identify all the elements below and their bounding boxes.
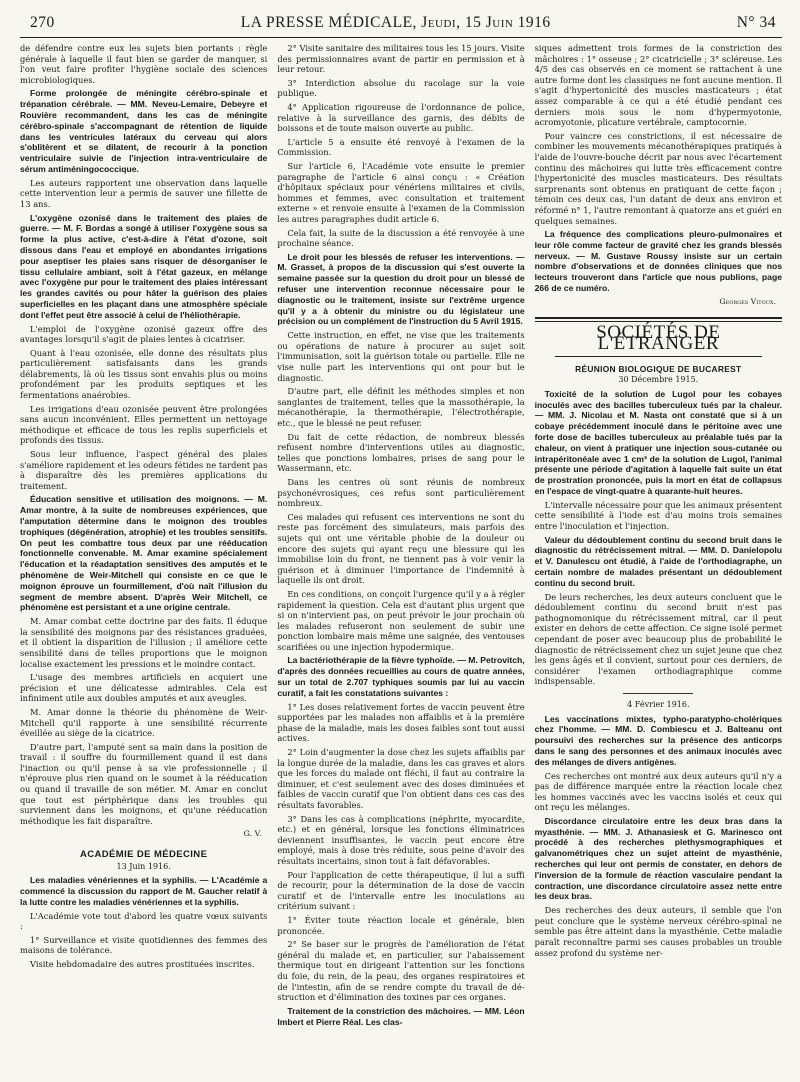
paragraph: Ces malades qui refusent ces interventions ne sont du reste pas forcément des simulateurs, mais parfois des sujets qui ont une véritable phobie de la douleur ou encore des sujets qui ayant reçu une blessure qui les immobilise loin du front, ne tiennent pas à voir venir la guérison et à diminuer l'importance de l'indemnité à laquelle ils ont droit. bbox=[277, 511, 525, 586]
paragraph: Les auteurs rapportent une observation dans laquelle cette intervention leur a permis de sauver une fillette de 13 ans. bbox=[20, 177, 268, 209]
reunion-bucarest-heading: RÉUNION BIOLOGIQUE DE BUCAREST bbox=[575, 363, 742, 374]
page-number: 270 bbox=[30, 14, 55, 31]
paragraph: de défendre contre eux les sujets bien portants : règle générale à laquelle il faut bien se garder de manquer, si l'on veut faire profiter l'hygiène sociale des sciences microbiologiques. bbox=[20, 43, 268, 85]
paragraph: L'usage des membres artificiels en acquiert une précision et une délicatesse admirables. Cela est infiniment utile aux doubles amputés et aux aveugles. bbox=[20, 672, 268, 704]
paragraph: 1° Les doses relativement fortes de vaccin peuvent être supportées par les malades non affaiblis et à la première phase de la maladie, mais les doses faibles sont tout aussi actives. bbox=[277, 701, 525, 744]
paragraph: Pour vaincre ces constrictions, il est nécessaire de combiner les mouvements mécanothérapiques pratiqués à l'aide de l'ouvre-bouche décrit par nous avec l'écartement continu des mâchoires qui lutte très efficacement contre l'hypertonicité des muscles masticateurs. Des résultats surprenants sont obtenus en pratiquant de cette façon ; témoin ces deux cas, l'un datant de deux ans environ et réformé n° 1, l'autre remontant à quatorze ans et guéri en quelques semaines. bbox=[534, 130, 782, 226]
academie-heading: ACADÉMIE DE MÉDECINE bbox=[80, 849, 208, 861]
paragraph: Quant à l'eau ozonisée, elle donne des résultats plus particulièrement satisfaisants dans les grands délabrements, là où les tissus sont envahis plus ou moins profondément par les produits septiques et les fermentations anaérobies. bbox=[20, 347, 268, 401]
section-vaccinations-mixtes: Les vaccinations mixtes, typho-paratypho-cholériques chez l'homme. — MM. D. Combiescu et J. Balteanu ont poursuivi des recherches sur la présence des anticorps dans le sang des personnes et des animaux inoculés avec des mélanges de divers antigènes. bbox=[534, 713, 782, 767]
paragraph: 2° Loin d'augmenter la dose chez les sujets affaiblis par la longue durée de la maladie, dans les cas graves et alors que les forces du malade ont fléchi, il faut au contraire la diminuer, et c'est seulement avec des doses diminuées et faibles de vaccin curatif que l'on obtient dans ces cas des résultats favorables. bbox=[277, 747, 525, 811]
paragraph: 3° Interdiction absolue du racolage sur la voie publique. bbox=[277, 77, 525, 99]
paragraph: Du fait de cette rédaction, de nombreux blessés refusent nombre d'interventions utiles au diagnostic, telles que ponctions lombaires, prises de sang pour le Wassermann, etc. bbox=[277, 431, 525, 474]
column-3 bbox=[535, 43, 782, 1073]
page-header bbox=[20, 14, 782, 32]
signature: Georges Vitoux. bbox=[719, 296, 776, 306]
paragraph: Les irrigations d'eau ozonisée peuvent être prolongées sans aucun inconvénient. Elles permettent un nettoyage méthodique et efficace de tous les replis superficiels et profonds des tissus. bbox=[20, 403, 268, 446]
section-droit-blesses: Le droit pour les blessés de refuser les interventions. — M. Grasset, à propos de la discussion qui s'est ouverte la semaine passée sur la question du droit pour un blessé de refuser une intervention reconnue nécessaire pour le diagnostic ou le traitement, insiste sur l'extrême urgence qu'il y a à obtenir du ministre ou du législateur une précision ou un complément de l'instruction du 5 Avril 1915. bbox=[277, 251, 525, 327]
column-1 bbox=[20, 43, 267, 1073]
section-complications-pleuro: La fréquence des complications pleuro-pulmonaires et leur rôle comme facteur de gravité chez les grands blessés nerveux. — M. Gustave Roussy insiste sur un certain nombre d'observations et de données cliniques que nos lecteurs trouveront dans l'article que nous publions, page 266 de ce numéro. bbox=[534, 229, 782, 294]
paragraph: L'emploi de l'oxygène ozonisé gazeux offre des avantages lorsqu'il s'agit de plaies lentes à cicatriser. bbox=[20, 323, 268, 345]
header-rule bbox=[20, 37, 782, 38]
section-constriction-machoires: Traitement de la constriction des mâchoires. — MM. Léon Imbert et Pierre Réal. Les clas- bbox=[277, 1005, 525, 1027]
paragraph: siques admettent trois formes de la constriction des mâchoires : 1° osseuse ; 2° cicatricielle ; 3° scléreuse. Les 4/5 des cas observés en ce moment se rattachent à une autre forme dont les classiques ne font aucune mention. Il s'agit d'hypertonicité des muscles masticateurs ; état assez comparable à ce qui a été étudié pendant ces derniers mois sous le nom d'hypermyotonie, acromyotonie, plicature vertébrale, camptocornie. bbox=[534, 43, 782, 128]
paragraph: Des recherches des deux auteurs, il semble que l'on peut conclure que le système nerveux cérébro-spinal ne semble pas être atteint dans la myasthénie. Cette maladie paraît reconnaître parmi ses causes probables un trouble assez profond du système ner- bbox=[534, 905, 782, 958]
paragraph: En ces conditions, on conçoit l'urgence qu'il y a à régler rapidement la question. Cela est d'autant plus urgent que si on n'intervient pas, on peut prévoir le jour prochain où les malades refuseront non seulement de subir une ponction lombaire mais même une saignée, des ventouses scarifiées ou une injection hypodermique. bbox=[277, 588, 525, 652]
paragraph: Pour l'application de cette thérapeutique, il lui a suffi de recourir, pour la détermination de la dose de vaccin curatif et de l'intervalle entre les inoculations au critérium suivant : bbox=[277, 869, 525, 912]
paragraph: De leurs recherches, les deux auteurs concluent que le dédoublement continu du second bruit n'est pas pathognomonique du rétrécissement mitral, car il peut exister en dehors de cette affection. Ce signe isolé permet cependant de poser avec beaucoup plus de probabilité le diagnostic de rétrécissement chez un sujet jeune que chez les gens âgés et il convient, surtout pour ces derniers, de considérer l'examen orthodiagraphique comme indispensable. bbox=[534, 591, 782, 687]
section-meningite: Forme prolongée de méningite cérébro-spinale et trépanation cérébrale. — MM. Neveu-Lemaire, Debeyre et Rouvière recommandent, dans les cas de méningite cérébro-spinale s'accompagnant de rétention de liquide dans les ventricules latéraux du cerveau qui alors s'oblitèrent et se dilatent, de recourir à la ponction ventriculaire suivie de l'injection intra-ventriculaire de sérum antiméningococcique. bbox=[20, 88, 268, 174]
paragraph: Sous leur influence, l'aspect général des plaies s'améliore rapidement et les odeurs fétides ne tardent pas à disparaître dès les premières applications du traitement. bbox=[20, 449, 268, 491]
heading-rule bbox=[555, 356, 762, 357]
paragraph: 1° Éviter toute réaction locale et générale, bien prononcée. bbox=[277, 914, 525, 936]
paragraph: Ces recherches ont montré aux deux auteurs qu'il n'y a pas de différence marquée entre la réaction locale chez les hommes vaccinés avec les vaccins isolés et ceux qui ont reçu les mélanges. bbox=[534, 770, 782, 813]
section-lugol: Toxicité de la solution de Lugol pour les cobayes inoculés avec des bacilles tuberculeux tués par la chaleur. — MM. J. Nicolau et M. Nasta ont constaté que si à un cobaye précédemment inoculé dans le péritoine avec une forte dose de bacilles tuberculeux au préalable tués par la chaleur, on vient à pratiquer une injection sous-cutanée ou intrapéritonéale avec 1 cm³ de la solution de Lugol, l'animal présente une période d'agitation à laquelle fait suite un état de prostration prononcée, puis la mort en état de collapsus en l'espace de vingt-quatre à quarante-huit heures. bbox=[534, 388, 782, 497]
societes-etranger-heading: SOCIÉTÉS DE L'ÉTRANGER bbox=[596, 322, 721, 355]
journal-title: LA PRESSE MÉDICALE, Jeudi, 15 Juin 1916 bbox=[240, 14, 551, 31]
meeting-date: 4 Février 1916. bbox=[627, 699, 690, 709]
issue-number: N° 34 bbox=[736, 14, 776, 31]
section-oxygene-ozonise: L'oxygène ozonisé dans le traitement des plaies de guerre. — M. F. Bordas a songé à utiliser l'oxygène sous sa forme la plus active, c'est-à-dire à l'état d'ozone, soit dissous dans l'eau et employé en abondantes irrigations pour aseptiser les plaies sans risquer de désorganiser le tissu cellulaire ambiant, soit à l'état gazeux, en mélange avec l'oxygène pur pour le traitement des plaies intéressant les grandes cavités ou pour hâter la guérison des plaies superficielles en les plaçant dans une atmosphère spéciale dont l'effet peut être associé à celui de l'héliothérapie. bbox=[20, 212, 268, 320]
paragraph: 1° Surveillance et visite quotidiennes des femmes des maisons de tolérance. bbox=[20, 934, 268, 956]
columns bbox=[20, 43, 782, 1073]
paragraph: 3° Dans les cas à complications (néphrite, myocardite, etc.) et en général, lorsque les fonctions éliminatrices deviennent insuffisantes, le vaccin peut encore être employé, mais à dose très réduite, sous peine d'avoir des résultats incertains, sinon tout à fait défavorables. bbox=[277, 813, 525, 866]
column-2 bbox=[277, 43, 524, 1073]
paragraph: L'Académie vote tout d'abord les quatre vœux suivants : bbox=[20, 910, 268, 932]
paragraph: 2° Visite sanitaire des militaires tous les 15 jours. Visite des permissionnaires avant de partir en permission et à leur retour. bbox=[277, 43, 525, 75]
paragraph: M. Amar donne la théorie du phénomène de Weir-Mitchell qu'il rapporte à une sensibilité récurrente éveillée au siège de la cicatrice. bbox=[20, 706, 268, 739]
section-maladies-veneriennes: Les maladies vénériennes et la syphilis. — L'Académie a commencé la discussion du rapport de M. Gaucher relatif à la lutte contre les maladies vénériennes et la syphilis. bbox=[20, 875, 268, 907]
paragraph: M. Amar combat cette doctrine par des faits. Il éduque la sensibilité des moignons par des résistances graduées, et il obtient la disparition de l'illusion ; il améliore cette sensibilité dans de telles proportions que le moignon localise exactement les pressions et le moindre contact. bbox=[20, 616, 268, 669]
paragraph: 2° Se baser sur le progrès de l'amélioration de l'état général du malade et, en particulier, sur l'abaissement thermique tout en dirigeant l'attention sur les fonctions du foie, du rein, de la peau, des organes respiratoires et de l'intestin, afin de se rendre compte du travail de dé-struction et d'élimination des toxines par ces organes. bbox=[277, 939, 525, 1003]
paragraph: 4° Application rigoureuse de l'ordonnance de police, relative à la surveillance des garnis, des débits de boissons et de toute maison ouverte au public. bbox=[277, 101, 525, 134]
paragraph: Cette instruction, en effet, ne vise que les traitements ou opérations de nature à procurer au sujet soit l'immunisation, soit la guérison totale ou partielle. Elle ne vise nulle part les interventions qui ont pour but le diagnostic. bbox=[277, 330, 525, 383]
paragraph: Sur l'article 6, l'Académie vote ensuite le premier paragraphe de l'article 6 ainsi conçu : « Création d'hôpitaux spéciaux pour vénériens militaires et civils, hommes et femmes, avec consultation et traitement externe » et renvoie ensuite à l'examen de la Commission les autres paragraphes dudit article 6. bbox=[277, 160, 525, 224]
paragraph: Dans les centres où sont réunis de nombreux psychonévrosiques, ces refus sont particulièrement nombreux. bbox=[277, 476, 525, 509]
section-education-sensitive: Éducation sensitive et utilisation des moignons. — M. Amar montre, à la suite de nombreuses expériences, que l'amputation détermine dans le moignon des troubles trophiques (dégénération, atrophie) et les troubles sensitifs. On peut les combattre tous deux par une rééducation fonctionnelle convenable. M. Amar examine spécialement l'éducation et la réadaptation sensitives des amputés et le phénomène de Weir-Mitchell qui consiste en ce que le moignon éprouve un fourmillement, d'où naît l'illusion du segment de membre absent. D'après Weir Mitchell, ce phénomène est persistant et a une origine centrale. bbox=[20, 494, 268, 613]
section-discordance-circulatoire: Discordance circulatoire entre les deux bras dans la myasthénie. — MM. J. Athanasiesk et G. Marinesco ont procédé à des recherches plethysmographiques et galvanométriques chez un sujet atteint de myasthénie, recherches qui leur ont permis de constater, en dehors de l'inversion de la formule de réaction vasculaire pendant la contraction, une discordance circulatoire assez nette entre les deux bras. bbox=[534, 815, 782, 902]
section-bacteriotherapie: La bactériothérapie de la fièvre typhoïde. — M. Petrovitch, d'après des données recueillies au cours de quatre années, sur un total de 2.707 typhiques soumis par lui au vaccin curatif, a fait les constatations suivantes : bbox=[277, 655, 525, 698]
paragraph: D'autre part, elle définit les méthodes simples et non sanglantes de traitement, telles que la massothérapie, la mécanothérapie, la thermothérapie, l'électrothérapie, etc., que le blessé ne peut refuser. bbox=[277, 386, 525, 429]
paragraph: L'intervalle nécessaire pour que les animaux présentent cette sensibilité à l'iode est d'au moins trois semaines entre l'inoculation et l'injection. bbox=[534, 499, 782, 531]
academie-date: 13 Juin 1916. bbox=[116, 861, 171, 871]
divider bbox=[623, 693, 693, 694]
meeting-date: 30 Décembre 1915. bbox=[618, 375, 699, 385]
paragraph: Cela fait, la suite de la discussion a été renvoyée à une prochaine séance. bbox=[277, 227, 525, 249]
paragraph: L'article 5 a ensuite été renvoyé à l'examen de la Commission. bbox=[277, 136, 525, 158]
section-dedoublement: Valeur du dédoublement continu du second bruit dans le diagnostic du rétrécissement mitral. — MM. D. Danielopolu et V. Danulescu ont étudié, à l'aide de l'orthodiagraphe, un certain nombre de malades présentant un dédoublement continu du second bruit. bbox=[534, 534, 782, 588]
paragraph: Visite hebdomadaire des autres prostituées inscrites. bbox=[30, 959, 255, 969]
signature: G. V. bbox=[243, 829, 262, 839]
paragraph: D'autre part, l'amputé sent sa main dans la position de travail : il souffre du fourmillement quand il est dans l'inaction ou qu'il pense à sa vie professionnelle ; il n'éprouve plus rien quand on le soumet à la rééducation ou quand il travaille de son métier. M. Amar en conclut que tout est périphérique dans les troubles qui surviennent dans les moignons, et qu'une rééducation méthodique les fait disparaître. bbox=[20, 741, 268, 826]
